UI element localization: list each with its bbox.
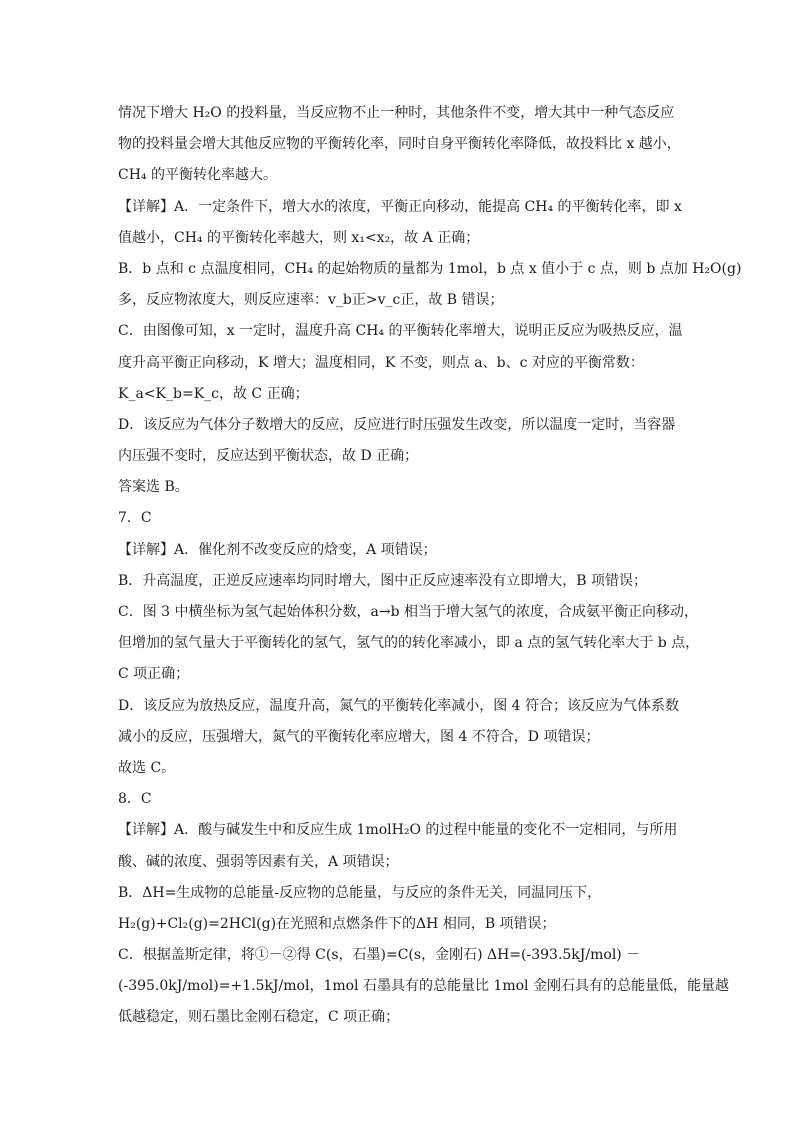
text-line-21: 减小的反应，压强增大，氮气的平衡转化率应增大，图 4 不符合，D 项错误； bbox=[118, 728, 600, 745]
text-line-15: 【详解】A．催化剂不改变反应的焓变，A 项错误； bbox=[118, 541, 437, 558]
text-line-9: 度升高平衡正向移动，K 增大；温度相同，K 不变，则点 a、b、c 对应的平衡常数： bbox=[118, 354, 644, 371]
question-number-8: 8．C bbox=[118, 791, 152, 808]
text-line-25: 酸、碱的浓度、强弱等因素有关，A 项错误； bbox=[118, 853, 399, 870]
text-line-12: 内压强不变时，反应达到平衡状态，故 D 正确； bbox=[118, 448, 419, 465]
text-line-30: 低越稳定，则石墨比金刚石稳定，C 项正确； bbox=[118, 1009, 400, 1026]
text-line-19: C 项正确； bbox=[118, 666, 190, 683]
text-line-1: 情况下增大 H₂O 的投料量，当反应物不止一种时，其他条件不变，增大其中一种气态反应 bbox=[118, 105, 675, 121]
question-number-7: 7．C bbox=[118, 510, 152, 527]
text-line-13: 答案选 B。 bbox=[118, 479, 189, 496]
text-line-27: H₂(g)+Cl₂(g)=2HCl(g)在光照和点燃条件下的ΔH 相同，B 项错误； bbox=[118, 915, 556, 932]
text-line-17: C．图 3 中横坐标为氢气起始体积分数，a→b 相当于增大氢气的浓度，合成氨平衡正向移动， bbox=[118, 604, 699, 620]
text-line-10: K_a<K_b=K_c，故 C 正确； bbox=[118, 385, 309, 402]
text-line-11: D．该反应为气体分子数增大的反应，反应进行时压强发生改变，所以温度一定时，当容器 bbox=[118, 416, 676, 433]
text-line-28: C．根据盖斯定律，将①－②得 C(s，石墨)=C(s，金刚石) ΔH=(-393.5kJ/mol) － bbox=[118, 947, 641, 964]
text-line-5: 值越小，CH₄ 的平衡转化率越大，则 x₁<x₂，故 A 正确； bbox=[118, 229, 480, 246]
text-line-8: C．由图像可知，x 一定时，温度升高 CH₄ 的平衡转化率增大，说明正反应为吸热反应，温 bbox=[118, 323, 683, 340]
text-line-4: 【详解】A．一定条件下，增大水的浓度，平衡正向移动，能提高 CH₄ 的平衡转化率，即 x bbox=[118, 198, 682, 215]
text-line-24: 【详解】A．酸与碱发生中和反应生成 1molH₂O 的过程中能量的变化不一定相同，与所用 bbox=[118, 822, 678, 839]
text-line-3: CH₄ 的平衡转化率越大。 bbox=[118, 167, 277, 184]
text-line-20: D．该反应为放热反应，温度升高，氮气的平衡转化率减小，图 4 符合；该反应为气体系数 bbox=[118, 697, 680, 714]
text-line-2: 物的投料量会增大其他反应物的平衡转化率，同时自身平衡转化率降低，故投料比 x 越小， bbox=[118, 136, 681, 153]
text-line-7: 多，反应物浓度大，则反应速率：v_b正>v_c正，故 B 错误； bbox=[118, 292, 504, 309]
text-line-18: 但增加的氢气量大于平衡转化的氢气，氢气的的转化率减小，即 a 点的氢气转化率大于 b 点， bbox=[118, 635, 700, 652]
text-line-29: (-395.0kJ/mol)=+1.5kJ/mol，1mol 石墨具有的总能量比 1mol 金刚石具有的总能量低，能量越 bbox=[118, 978, 729, 995]
text-line-26: B．ΔH=生成物的总能量-反应物的总能量，与反应的条件无关，同温同压下， bbox=[118, 884, 602, 901]
text-line-22: 故选 C。 bbox=[118, 759, 176, 776]
text-line-6: B．b 点和 c 点温度相同，CH₄ 的起始物质的量都为 1mol，b 点 x 值小于 c 点，则 b 点加 H₂O(g) bbox=[118, 260, 742, 277]
text-line-16: B．升高温度，正逆反应速率均同时增大，图中正反应速率没有立即增大，B 项错误； bbox=[118, 572, 648, 589]
document-page bbox=[118, 98, 742, 1034]
